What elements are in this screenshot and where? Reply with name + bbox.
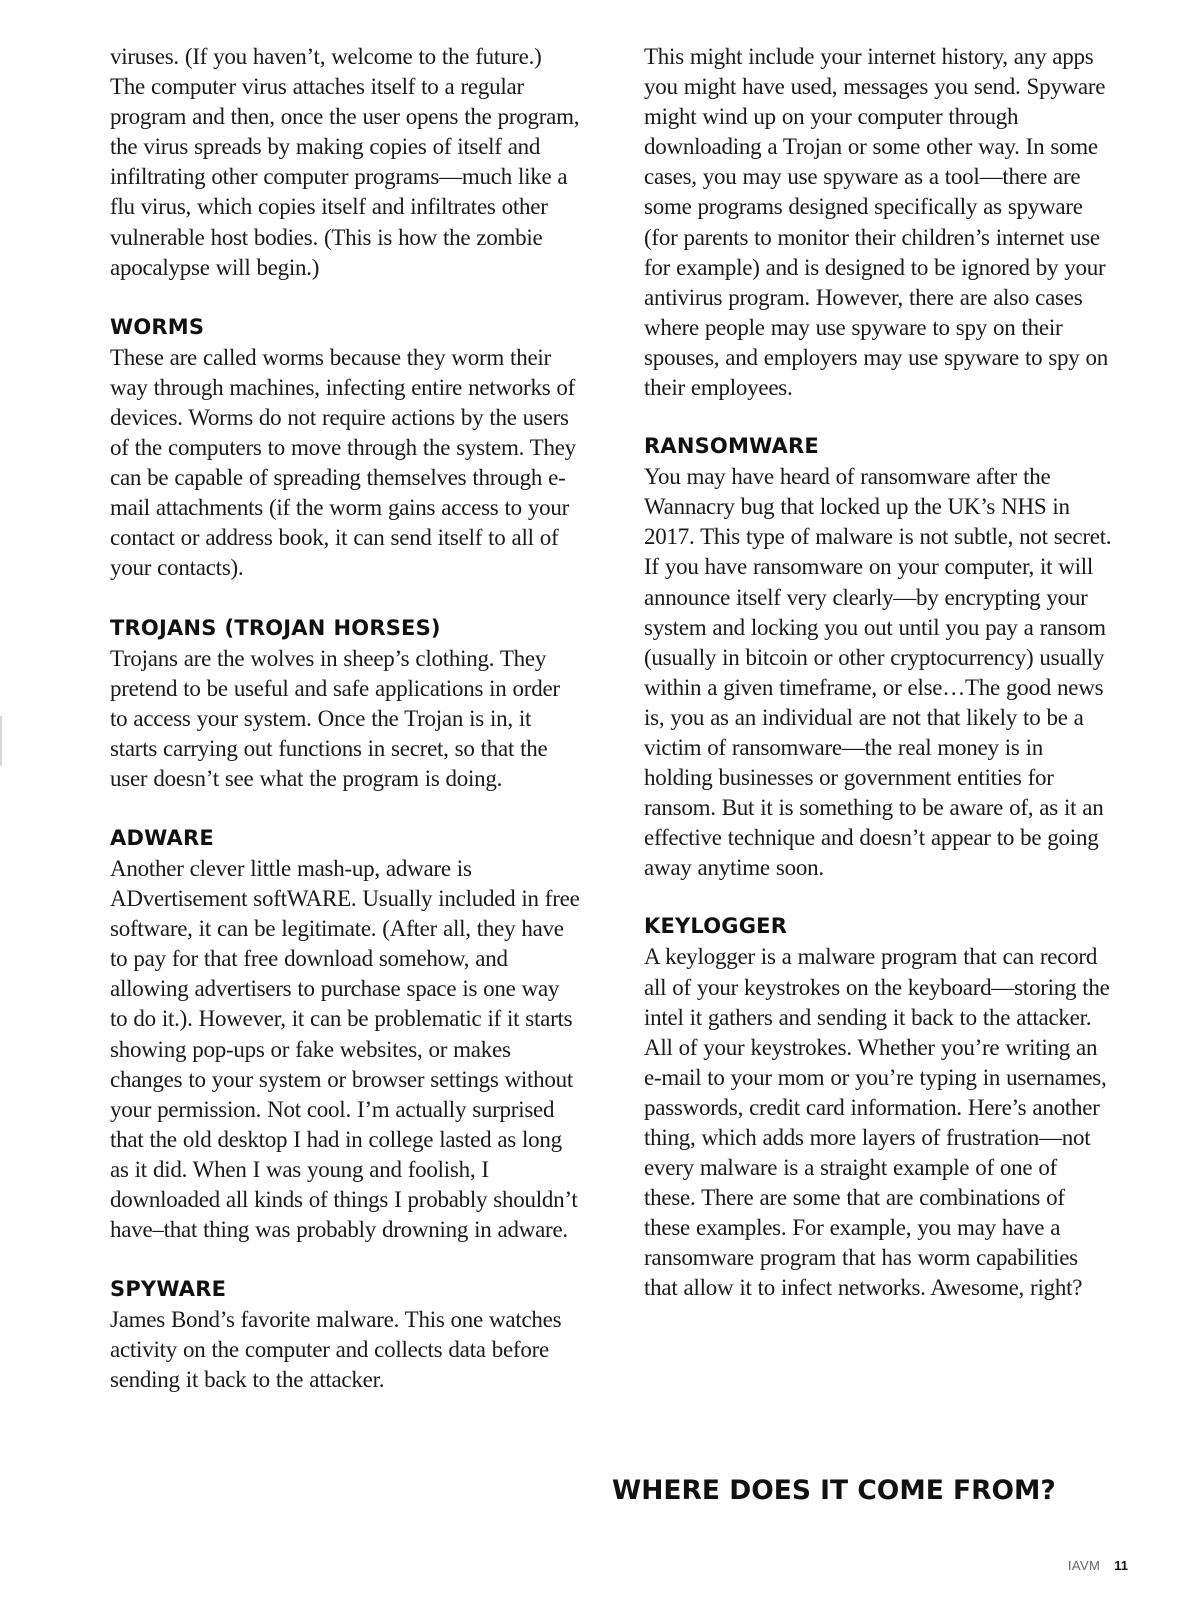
trojans-paragraph: Trojans are the wolves in sheep’s clothing. They pretend to be useful and safe applications in order to access your system. Once the Trojan is in, it starts carrying out functions in secret, so that the user doesn’t see what the program is doing. [110,645,560,791]
virus-intro-paragraph: viruses. (If you haven’t, welcome to the future.) The computer virus attaches itself to a regular program and then, once the user opens the program, the virus spreads by making copies of itself and infiltrating other computer programs—much like a flu virus, which copies itself and infiltrates other vulnerable host bodies. (This is how the zombie apocalypse will begin.) [110,44,580,280]
keylogger-paragraph: A keylogger is a malware program that can record all of your keystrokes on the keyboard—storing the intel it gathers and sending it back to the attacker. All of your keystrokes. Whether you’re writing an e-mail to your mom or you’re typing in usernames, passwords, credit card information. Here’s another thing, which adds more layers of frustration—not every malware is a straight example of one of these. There are some that are combinations of these examples. For example, you may have a ransomware program that has worm capabilities that allow it to infect networks. Awesome, right? [644,944,1110,1301]
publication-name: IAVM [1067,1558,1101,1573]
ransomware-paragraph: You may have heard of ransomware after the Wannacry bug that locked up the UK’s NHS in 2017. This type of malware is not subtle, not secret. If you have ransomware on your computer, it will announce itself very clearly—by encrypting your system and locking you out until you pay a ransom (usually in bitcoin or other cryptocurrency) usually within a given timeframe, or else…The good news is, you as an individual are not that likely to be a victim of ransomware—the real money is in holding businesses or government entities for ransom. But it is something to be aware of, as it an effective technique and doesn’t appear to be going away anytime soon. [644,464,1112,881]
spyware-paragraph: James Bond’s favorite malware. This one watches activity on the computer and collects data before sending it back to the attacker. [110,1307,562,1393]
page-footer [1068,1558,1128,1574]
worms-paragraph: These are called worms because they worm their way through machines, infecting entire networks of devices. Worms do not require actions by the users of the computers to move through the system. They can be capable of spreading themselves through e-mail attachments (if the worm gains access to your contact or address book, it can send itself to all of your contacts). [110,344,576,581]
page-number: 11 [1114,1558,1128,1573]
right-column [644,42,1114,1304]
spyware-heading: SPYWARE [110,1277,227,1302]
ransomware-heading: RANSOMWARE [644,434,819,459]
keylogger-heading: KEYLOGGER [644,914,788,939]
adware-heading: ADWARE [110,825,214,850]
left-column [110,42,580,1395]
trojans-heading: TROJANS (TROJAN HORSES) [110,615,441,640]
worms-heading: WORMS [110,314,205,339]
spyware-continued-paragraph: This might include your internet history, any apps you might have used, messages you send. Spyware might wind up on your computer through downloading a Trojan or some other way. In some cases, you may use spyware as a tool—there are some programs designed specifically as spyware (for parents to monitor their children’s internet use for example) and is designed to be ignored by your antivirus program. However, there are also cases where people may use spyware to spy on their spouses, and employers may use spyware to spy on their employees. [644,44,1109,401]
adware-paragraph: Another clever little mash-up, adware is ADvertisement softWARE. Usually included in free software, it can be legitimate. (After all, they have to pay for that free download somehow, and allowing advertisers to purchase space is one way to do it.). However, it can be problematic if it starts showing pop-ups or fake websites, or makes changes to your system or browser settings without your permission. Not cool. I’m actually surprised that the old desktop I had in college lasted as long as it did. When I was young and foolish, I downloaded all kinds of things I probably shouldn’t have–that thing was probably drowning in adware. [110,855,580,1243]
section-heading: WHERE DOES IT COME FROM? [612,1475,1056,1506]
page-edge-mark [0,716,2,766]
